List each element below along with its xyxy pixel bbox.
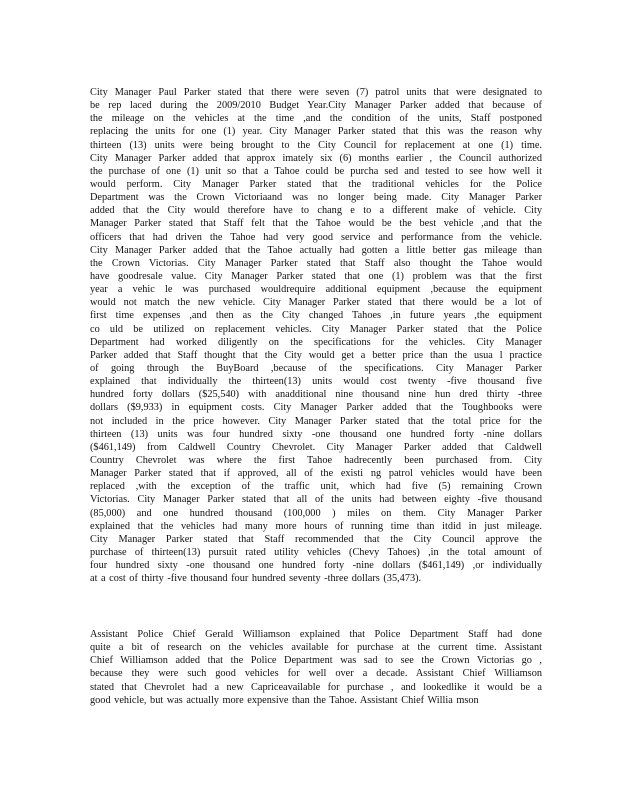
text-line: Manager Parker stated that if approved, all of the existi ng patrol vehicles would have been <box>90 468 542 480</box>
text-line: of going through the BuyBoard ,because of the specifications. City Manager Parker <box>90 362 542 374</box>
text-line: Parker added that Staff thought that the City would get a better price than the usua l practice <box>90 349 542 361</box>
text-line: quite a bit of research on the vehicles available for purchase at the current time. Assistant <box>90 642 542 654</box>
text-line: added that the City would therefore have to chang e to a different make of vehicle. City <box>90 205 542 217</box>
text-line: thirteen (13) units were being brought to the City Council for replacement at one (1) time. <box>90 139 542 151</box>
text-line: hundred forty dollars ($25,540) with anadditional nine thousand nine hun dred thirty -three <box>90 389 542 401</box>
text-line: the mileage on the vehicles at the time ,and the condition of the units, Staff postponed <box>90 113 542 125</box>
text-line: Country Chevrolet was where the first Tahoe hadrecently been purchased from. City <box>90 454 542 466</box>
text-line: be rep laced during the 2009/2010 Budget Year.City Manager Parker added that because of <box>90 100 542 112</box>
text-line: good vehicle, but was actually more expensive than the Tahoe. Assistant Chief Willia mson <box>90 694 479 706</box>
text-line: thirteen (13) units was four hundred sixty -one thousand one hundred forty -nine dollars <box>90 428 542 440</box>
text-line: have goodresale value. City Manager Parker stated that one (1) problem was that the first <box>90 270 542 282</box>
text-line: Victorias. City Manager Parker stated that all of the units had between eighty -five thousand <box>90 494 542 506</box>
text-line: replacing the units for one (1) year. City Manager Parker stated that this was the reason why <box>90 126 542 138</box>
text-line: year a vehic le was purchased wouldrequire additional equipment ,because the equipment <box>90 284 542 296</box>
text-line: four hundred sixty -one thousand one hundred forty -nine dollars ($461,149) ,or individually <box>90 560 542 572</box>
text-line: not included in the price however. City Manager Parker stated that the total price for the <box>90 415 542 427</box>
text-line: City Manager Parker added that approx imately six (6) months earlier , the Council authorized <box>90 152 542 164</box>
text-line: purchase of thirteen(13) pursuit rated utility vehicles (Chevy Tahoes) ,in the total amount of <box>90 546 542 558</box>
text-line: City Manager Parker stated that Staff recommended that the City Council approve the <box>90 533 542 545</box>
text-line: co uld be utilized on replacement vehicles. City Manager Parker stated that the Police <box>90 323 542 335</box>
text-line: City Manager Parker added that the Tahoe actually had gotten a little better gas mileage than <box>90 244 542 256</box>
text-line: the Crown Victorias. City Manager Parker stated that Staff also thought the Tahoe would <box>90 257 542 269</box>
text-line: replaced ,with the exception of the traffic unit, which had five (5) remaining Crown <box>90 481 542 493</box>
text-line: explained that the vehicles had many more hours of running time than itdid in just mileage. <box>90 520 542 532</box>
text-line: at a cost of thirty -five thousand four hundred seventy -three dollars (35,473). <box>90 573 422 585</box>
text-line: would not match the new vehicle. City Manager Parker stated that there would be a lot of <box>90 297 542 309</box>
text-line: (85,000) and one hundred thousand (100,000 ) miles on them. City Manager Parker <box>90 507 542 519</box>
text-line: Manager Parker stated that Staff felt that the Tahoe would be the best vehicle ,and that the <box>90 218 542 230</box>
text-line: the purchase of one (1) unit so that a Tahoe could be purcha sed and tested to see how well it <box>90 165 542 177</box>
text-line: first time expenses ,and then as the City changed Tahoes ,in future years ,the equipment <box>90 310 542 322</box>
paragraph-city-manager-report <box>90 86 542 585</box>
text-line: explained that individually the thirteen(13) units would cost twenty -five thousand five <box>90 376 542 388</box>
text-line: because they were such good vehicles for well over a decade. Assistant Chief Williamson <box>90 668 542 680</box>
text-line: ($461,149) from Caldwell Country Chevrolet. City Manager Parker added that Caldwell <box>90 441 542 453</box>
text-line: stated that Chevrolet had a new Capriceavailable for purchase , and lookedlike it would be a <box>90 681 542 693</box>
text-line: would perform. City Manager Parker stated that the traditional vehicles for the Police <box>90 178 542 190</box>
text-line: Department was the Crown Victoriaand was no longer being made. City Manager Parker <box>90 192 542 204</box>
text-line: dollars ($9,933) in equipment costs. City Manager Parker added that the Toughbooks were <box>90 402 542 414</box>
text-line: officers that had driven the Tahoe had very good service and performance from the vehicle. <box>90 231 542 243</box>
text-line: Assistant Police Chief Gerald Williamson explained that Police Department Staff had done <box>90 629 542 640</box>
text-line: Chief Williamson added that the Police Department was sad to see the Crown Victorias go , <box>90 655 542 667</box>
text-line: City Manager Paul Parker stated that there were seven (7) patrol units that were designated to <box>90 87 542 98</box>
text-line: Department had worked diligently on the specifications for the vehicles. City Manager <box>90 336 542 348</box>
paragraph-assistant-chief-report <box>90 628 542 707</box>
